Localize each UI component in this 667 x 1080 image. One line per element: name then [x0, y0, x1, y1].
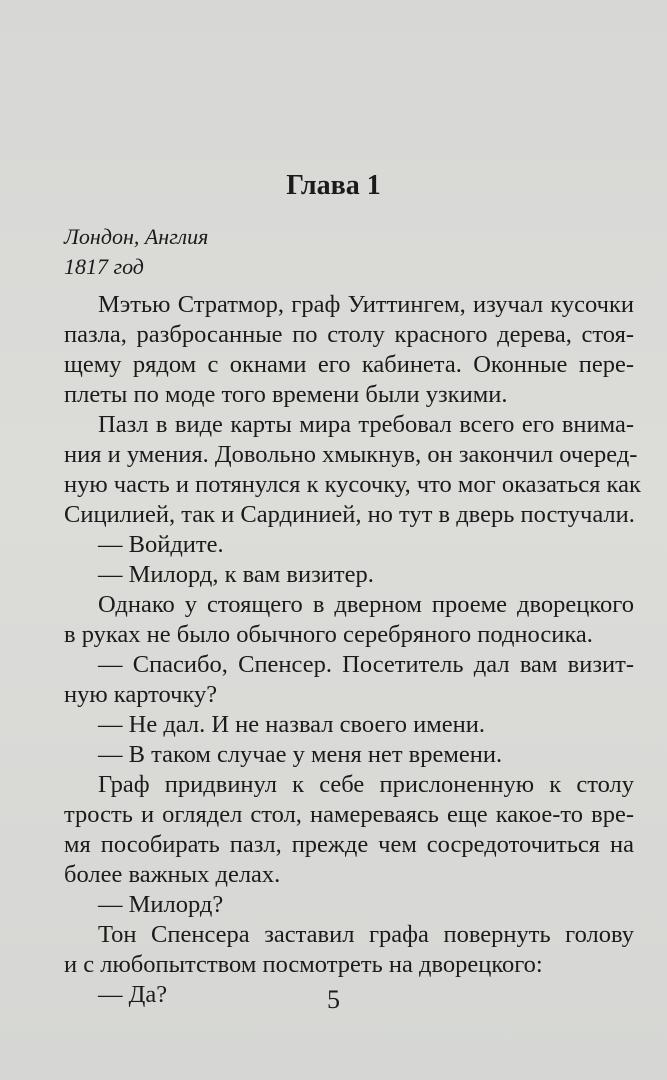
- text-line: щему рядом с окнами его кабинета. Оконные пере-: [64, 351, 634, 378]
- text-line: Тон Спенсера заставил графа повернуть голову: [98, 921, 634, 948]
- text-line: пазла, разбросанные по столу красного дерева, стоя-: [64, 321, 634, 348]
- page-number: 5: [327, 985, 340, 1014]
- text-line: Пазл в виде карты мира требовал всего его внима-: [98, 411, 634, 438]
- text-line: плеты по моде того времени были узкими.: [64, 381, 508, 408]
- text-line: более важных делах.: [64, 861, 281, 888]
- text-line: — Милорд?: [98, 891, 224, 918]
- text-line: и с любопытством посмотреть на дворецкого:: [64, 951, 543, 978]
- text-line: Граф придвинул к себе прислоненную к столу: [98, 771, 634, 798]
- text-line: — Спасибо, Спенсер. Посетитель дал вам визит-: [98, 651, 634, 678]
- text-line: в руках не было обычного серебряного подносика.: [64, 621, 593, 648]
- date-line: 1817 год: [64, 254, 144, 279]
- chapter-setting: [64, 222, 208, 282]
- text-line: Сицилией, так и Сардинией, но тут в дверь постучали.: [64, 501, 635, 528]
- text-line: Мэтью Стратмор, граф Уиттингем, изучал кусочки: [98, 291, 634, 318]
- text-line: — Милорд, к вам визитер.: [98, 561, 374, 588]
- place-line: Лондон, Англия: [64, 224, 209, 249]
- text-line: — Войдите.: [98, 531, 224, 558]
- text-line: — Не дал. И не назвал своего имени.: [98, 711, 485, 738]
- text-line: — В таком случае у меня нет времени.: [98, 741, 503, 768]
- text-line: ную карточку?: [64, 681, 218, 708]
- chapter-title: Глава 1: [286, 170, 381, 201]
- text-line: ния и умения. Довольно хмыкнув, он закончил очеред-: [64, 441, 638, 468]
- text-line: — Да?: [98, 981, 168, 1008]
- text-line: Однако у стоящего в дверном проеме дворецкого: [98, 591, 634, 618]
- body-text: [64, 290, 641, 1010]
- text-line: ную часть и потянулся к кусочку, что мог оказаться как: [64, 471, 641, 498]
- text-line: трость и оглядел стол, намереваясь еще какое-то вре-: [64, 801, 634, 828]
- text-line: мя пособирать пазл, прежде чем сосредоточиться на: [64, 831, 634, 858]
